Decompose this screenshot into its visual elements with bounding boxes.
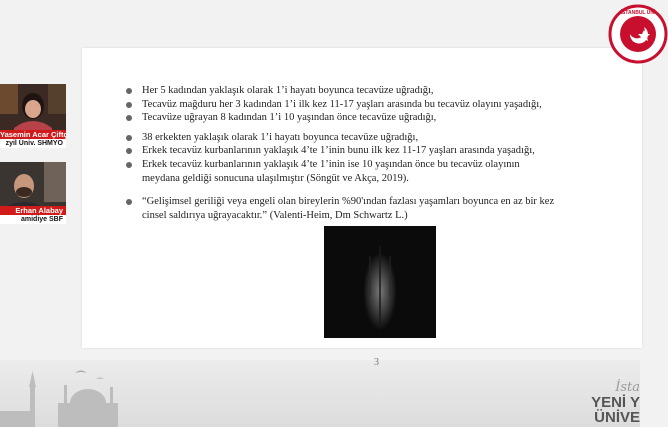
presentation-slide [82,48,642,368]
bullet-list [120,84,560,222]
quote-bullet: “Gelişimsel geriliği veya engeli olan bireylerin %90'ından fazlası yaşamları boyunca en az bir kez cinsel saldırıya uğrayacaktır.” (Valenti-Heim, Dm Schwartz L.) [120,195,560,222]
university-logo [608,4,668,64]
bullet-item: Erkek tecavüz kurbanlarının yaklaşık 4’te 1’inin ise 10 yaşından önce bu tecavüz olayının meydana geldiği sonucuna ulaşılmıştır (Söngüt ve Akça, 2019). [120,158,560,185]
bullet-item: Tecavüze uğrayan 8 kadından 1’i 10 yaşından önce tecavüze uğradığı, [120,111,560,125]
brand-line-1: YENİ Y [591,394,640,411]
bullet-item: Erkek tecavüz kurbanlarının yaklaşık 4’te 1’inin bunu ilk kez 11-17 yaşları arasında yaşadığı, [120,144,560,158]
bullet-item: 38 erkekten yaklaşık olarak 1’i hayatı boyunca tecavüze uğradığı, [120,131,560,145]
participant-affiliation: zyil Üniv. SHMYO [0,139,66,148]
brand-script: İsta [615,380,640,395]
praying-hands-photo [324,226,436,338]
participant-name: Yasemin Acar Çiftçi [0,130,70,139]
participant-affiliation: amidiye SBF [0,215,66,224]
bullet-item: Tecavüz mağduru her 3 kadından 1’i ilk kez 11-17 yaşları arasında bu tecavüz olayını yaşadığı, [120,98,560,112]
bullet-item: Her 5 kadından yaklaşık olarak 1’i hayatı boyunca tecavüze uğradığı, [120,84,560,98]
istanbul-skyline-graphic [0,357,150,427]
participant-name: Erhan Alabay [0,206,66,215]
participant-webcam-2 [0,162,66,224]
participant-webcam-1 [0,84,70,148]
page-number: 3 [374,357,379,368]
brand-line-2: ÜNİVE [594,409,640,426]
logo-text: İSTANBUL ÜNİ [620,10,656,16]
university-branding [591,380,640,425]
